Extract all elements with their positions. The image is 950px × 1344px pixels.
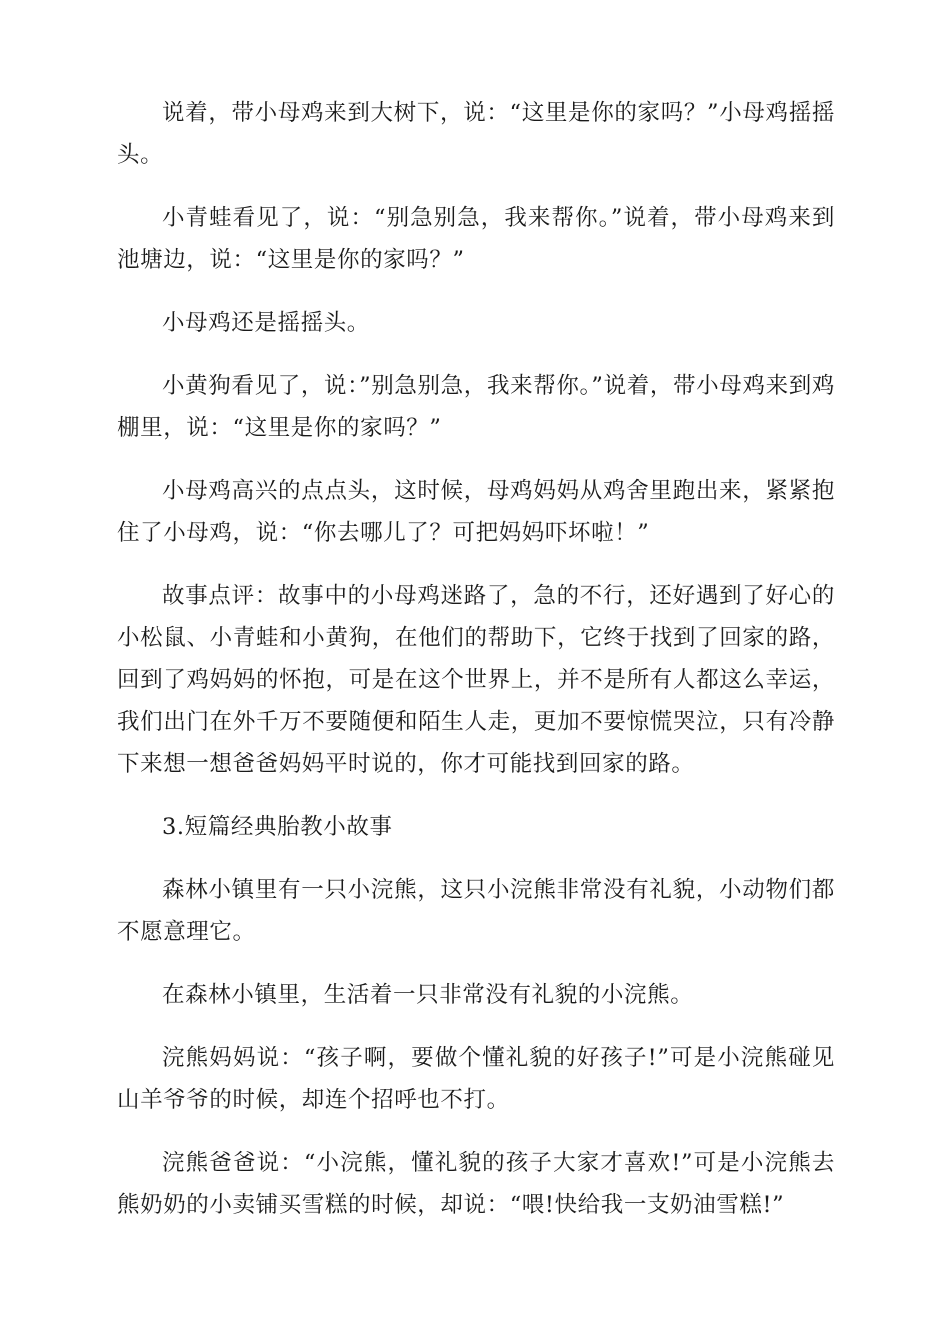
paragraph: 在森林小镇里，生活着一只非常没有礼貌的小浣熊。: [162, 982, 694, 1008]
paragraph: 浣熊爸爸说：“小浣熊，懂礼貌的孩子大家才喜欢!”可是小浣熊去熊奶奶的小卖铺买雪糕的时候，却说：“喂!快给我一支奶油雪糕!”: [117, 1150, 835, 1218]
story-review-paragraph: 故事点评：故事中的小母鸡迷路了，急的不行，还好遇到了好心的小松鼠、小青蛙和小黄狗，在他们的帮助下，它终于找到了回家的路，回到了鸡妈妈的怀抱，可是在这个世界上，并不是所有人都这么幸运，我们出门在外千万不要随便和陌生人走，更加不要惊慌哭泣，只有冷静下来想一想爸爸妈妈平时说的，你才可能找到回家的路。: [117, 583, 835, 777]
paragraph: 小母鸡高兴的点点头，这时候，母鸡妈妈从鸡舍里跑出来，紧紧抱住了小母鸡，说：“你去哪儿了？可把妈妈吓坏啦！”: [117, 478, 835, 546]
paragraph: 森林小镇里有一只小浣熊，这只小浣熊非常没有礼貌，小动物们都不愿意理它。: [117, 877, 835, 945]
paragraph: 小黄狗看见了，说：”别急别急，我来帮你。”说着，带小母鸡来到鸡棚里，说：“这里是你的家吗？”: [117, 373, 835, 441]
paragraph: 说着，带小母鸡来到大树下，说：“这里是你的家吗？”小母鸡摇摇头。: [117, 100, 835, 168]
section-heading: 3.短篇经典胎教小故事: [162, 814, 393, 840]
paragraph: 小母鸡还是摇摇头。: [162, 310, 370, 336]
paragraph: 浣熊妈妈说：“孩子啊，要做个懂礼貌的好孩子!”可是小浣熊碰见山羊爷爷的时候，却连个招呼也不打。: [117, 1045, 835, 1113]
document-page: [117, 92, 835, 1247]
paragraph: 小青蛙看见了，说：“别急别急，我来帮你。”说着，带小母鸡来到池塘边，说：“这里是你的家吗？”: [117, 205, 835, 273]
